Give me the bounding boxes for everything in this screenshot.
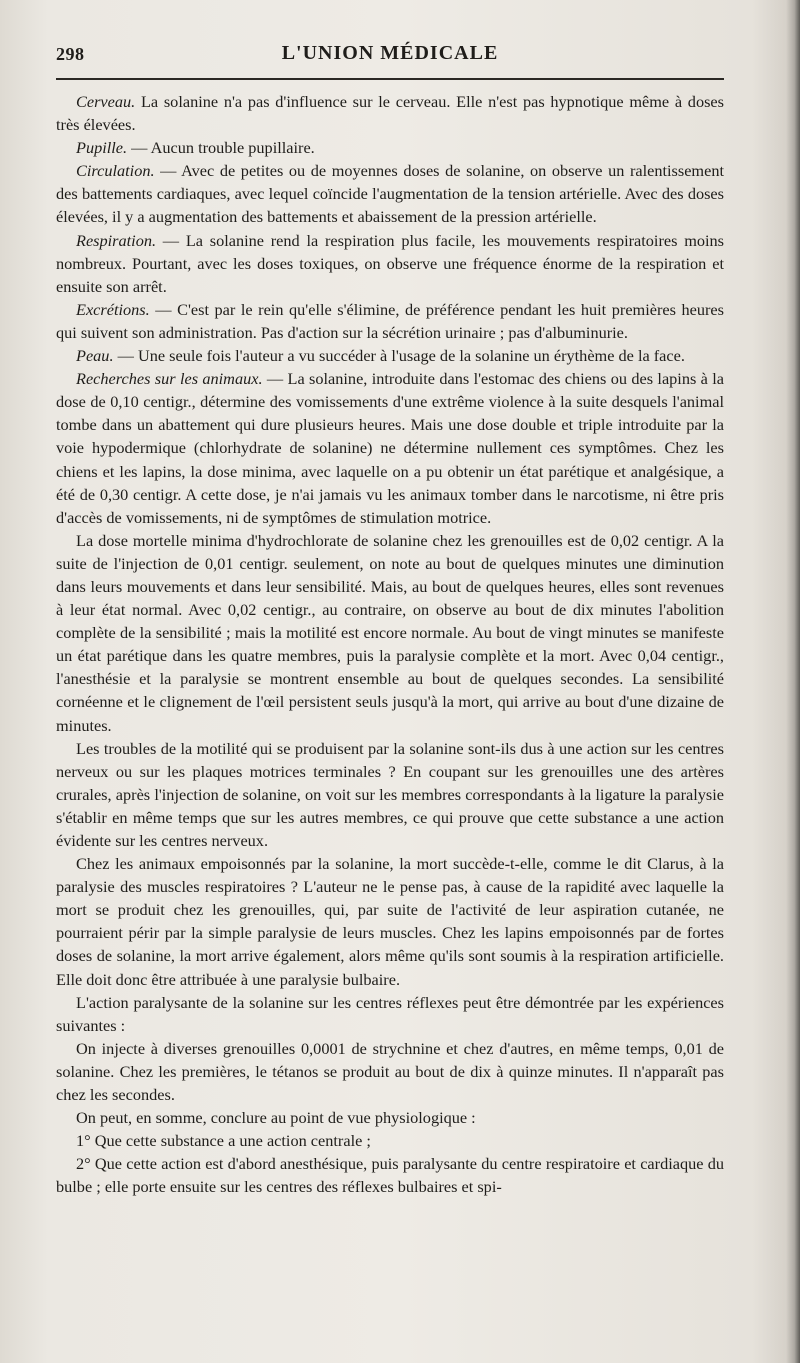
paragraph-text: 2° Que cette action est d'abord anesthésique, puis paralysante du centre respiratoire et cardiaque du bulbe ; elle porte ensuite sur les centres des réflexes bulbaires et spi- <box>56 1154 724 1197</box>
section-lead: Cerveau. <box>76 92 136 111</box>
paragraph-conclusion <box>56 1106 724 1129</box>
paragraph-text: — Une seule fois l'auteur a vu succéder à l'usage de la solanine un érythème de la face. <box>113 346 685 366</box>
section-lead: Recherches sur les animaux. <box>76 369 263 389</box>
body-text <box>56 90 724 1199</box>
paragraph-dose-mortelle <box>56 529 724 737</box>
paragraph-action-paralysante <box>56 991 724 1037</box>
paragraph-text: Chez les animaux empoisonnés par la solanine, la mort succède-t-elle, comme le dit Clarus, à la paralysie des muscles respiratoires ? L'auteur ne le pense pas, à cause de la rapidité avec laquelle la mort se produit chez les grenouilles, qui, par suite de l'activité de leur aspiration cutanée, ne pourraient périr par la simple paralysie de leurs muscles. Chez les lapins empoisonnés par de fortes doses de solanine, la mort arrive également, alors même qu'ils sont soumis à la respiration artificielle. Elle doit donc être attribuée à une paralysie bulbaire. <box>56 854 724 989</box>
paragraph-peau <box>56 344 724 367</box>
paragraph-text: — La solanine rend la respiration plus facile, les mouvements respiratoires moins nombreux. Pourtant, avec les doses toxiques, on observe une fréquence énorme de la respiration et ensuite son arrêt. <box>56 230 724 296</box>
running-title: L'UNION MÉDICALE <box>281 42 499 64</box>
paragraph-text: — C'est par le rein qu'elle s'élimine, de préférence pendant les huit premières heures qui suivent son administration. Pas d'action sur la sécrétion urinaire ; pas d'albuminurie. <box>56 299 724 342</box>
page-number: 298 <box>56 44 85 64</box>
list-item <box>56 1152 724 1198</box>
page-header <box>56 40 724 74</box>
section-lead: Peau. <box>76 346 114 366</box>
page-edge-shadow <box>786 0 800 1363</box>
paragraph-motilite <box>56 737 724 852</box>
paragraph-text: Les troubles de la motilité qui se produisent par la solanine sont-ils dus à une action sur les centres nerveux ou sur les plaques motrices terminales ? En coupant sur les grenouilles une des artères crurales, après l'injection de solanine, on voit sur les membres correspondants à la ligature la paralysie s'établir en même temps que sur les autres membres, ce qui prouve que cette substance a une action évidente sur les centres nerveux. <box>56 738 724 850</box>
paragraph-circulation <box>56 159 724 228</box>
paragraph-text: La dose mortelle minima d'hydrochlorate de solanine chez les grenouilles est de 0,02 centigr. A la suite de l'injection de 0,01 centigr. seulement, on note au bout de quelques minutes une diminution dans leurs mouvements et dans leur sensibilité. Mais, au bout de quelques heures, elles sont revenues à leur état normal. Avec 0,02 centigr., au contraire, on observe au bout de dix minutes l'abolition complète de la sensibilité ; mais la motilité est encore normale. Au bout de vingt minutes se manifeste un état parétique dans les quatre membres, puis la paralysie complète et la mort. Avec 0,04 centigr., l'anesthésie et la paralysie se montrent ensemble au bout de quelques secondes. La sensibilité cornéenne et le clignement de l'œil persistent seuls jusqu'à la mort, qui arrive au bout d'une dizaine de minutes. <box>56 530 724 735</box>
section-lead: Respiration. <box>76 230 157 250</box>
section-lead: Pupille. <box>76 138 128 158</box>
paragraph-text: La solanine n'a pas d'influence sur le cerveau. Elle n'est pas hypnotique même à doses très élevées. <box>56 92 724 135</box>
paragraph-text: — Avec de petites ou de moyennes doses de solanine, on observe un ralentissement des battements cardiaques, avec lequel coïncide l'augmentation de la tension artérielle. Avec des doses élevées, il y a augmentation des battements et abaissement de la pression artérielle. <box>56 161 724 227</box>
paragraph-experience <box>56 1037 724 1106</box>
paragraph-text: On injecte à diverses grenouilles 0,0001 de strychnine et chez d'autres, en même temps, 0,01 de solanine. Chez les premières, le tétanos se produit au bout de dix à quinze minutes. Il n'apparaît pas chez les secondes. <box>56 1038 724 1105</box>
section-lead: Circulation. <box>76 161 155 181</box>
paragraph-recherches <box>56 367 724 529</box>
paragraph-text: L'action paralysante de la solanine sur les centres réflexes peut être démontrée par les expériences suivantes : <box>56 992 724 1035</box>
paragraph-text: — Aucun trouble pupillaire. <box>127 138 315 158</box>
paragraph-pupille <box>56 136 724 159</box>
paragraph-cerveau <box>56 90 724 136</box>
header-rule <box>56 78 724 80</box>
paragraph-respiration <box>56 229 724 298</box>
paragraph-text: — La solanine, introduite dans l'estomac des chiens ou des lapins à la dose de 0,10 centigr., détermine des vomissements d'une extrême violence à la suite desquels l'animal tombe dans un abattement qui dure plusieurs heures. Mais une dose double et triple introduite par la voie hypodermique (chlorhydrate de solanine) ne détermine nullement ces symptômes. Chez les chiens et les lapins, la dose minima, avec laquelle on a pu obtenir un état parétique et analgésique, a été de 0,30 centigr. A cette dose, je n'ai jamais vu les animaux tomber dans le narcotisme, ni être pris d'accès de vomissements, ni de symptômes de stimulation motrice. <box>56 369 724 527</box>
list-item <box>56 1129 724 1152</box>
section-lead: Excrétions. <box>76 299 150 319</box>
paragraph-text: On peut, en somme, conclure au point de vue physiologique : <box>76 1108 476 1128</box>
paragraph-empoisonnes <box>56 852 724 991</box>
paragraph-excretions <box>56 298 724 344</box>
paragraph-text: 1° Que cette substance a une action centrale ; <box>76 1131 371 1151</box>
